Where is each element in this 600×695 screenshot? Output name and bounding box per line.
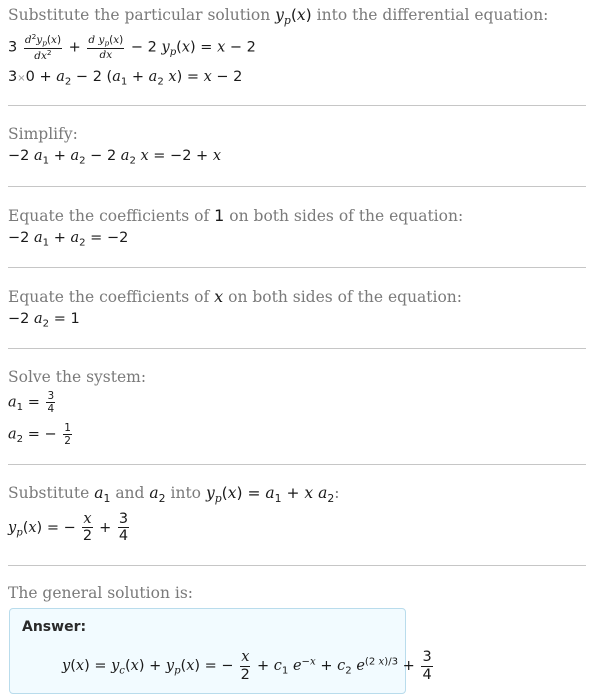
math-x-equation: −2 $a_2 = 1$ bbox=[8, 311, 80, 330]
step-heading: The general solution is: bbox=[8, 584, 193, 602]
math-a2-solution: $a_2$ = − $\frac{1}{2}$ bbox=[8, 422, 71, 448]
divider bbox=[8, 105, 586, 106]
answer-label: Answer: bbox=[22, 619, 87, 635]
divider bbox=[8, 565, 586, 566]
step-equate-x bbox=[8, 287, 586, 335]
step-heading: Substitute $a_1$ and $a_2$ into $y_p(x) = a_1 + x$ $a_2$: bbox=[8, 484, 340, 505]
math-substituted-values: $3\times 0 + a_2 - 2$ ($a_1 + a_2$ x) = x − 2 bbox=[8, 68, 243, 88]
divider bbox=[8, 186, 586, 187]
step-equate-constant bbox=[8, 206, 586, 254]
step-simplify bbox=[8, 125, 586, 172]
step-heading: Equate the coefficients of 1 on both sides of the equation: bbox=[8, 206, 464, 225]
divider bbox=[8, 267, 586, 268]
step-heading: Simplify: bbox=[8, 125, 78, 143]
step-general-solution bbox=[8, 584, 586, 602]
step-heading: Solve the system: bbox=[8, 368, 147, 386]
step-heading: Equate the coefficients of x on both sides of the equation: bbox=[8, 287, 463, 306]
answer-box bbox=[9, 608, 432, 694]
math-particular-solution: $y_p(x)$ = − $\frac{x}{2}$ + $\frac{3}{4}$ bbox=[8, 510, 129, 545]
math-a1-solution: $a_1$ = $\frac{3}{4}$ bbox=[8, 390, 55, 416]
math-substituted-equation: 3 $\frac{d^2y_p(x)}{dx^2}$ + $\frac{d y_p(x)}{dx}$ − 2 $y_p(x) = x - 2$ bbox=[8, 31, 256, 62]
step-solve-system bbox=[8, 368, 586, 450]
math-general-solution: $y(x) = y_c(x) + y_p(x)$ = − $\frac{x}{2}$ + $c_1$ $e^{-x} + c_2$ $e^{(2 x)/3}$ + $\frac{3}{4}$ bbox=[62, 649, 432, 683]
math-simplified: −2 $a_1 + a_2 - 2$ $a_2$ x = −2 + x bbox=[8, 148, 221, 167]
step-heading: Substitute the particular solution $y_p(x)$ into the differential equation: bbox=[8, 6, 549, 27]
step-substitute-particular bbox=[8, 6, 586, 92]
step-substitute-coefficients bbox=[8, 484, 586, 545]
divider bbox=[8, 464, 586, 465]
math-constant-equation: −2 $a_1 + a_2 = -2$ bbox=[8, 230, 129, 249]
divider bbox=[8, 348, 586, 349]
